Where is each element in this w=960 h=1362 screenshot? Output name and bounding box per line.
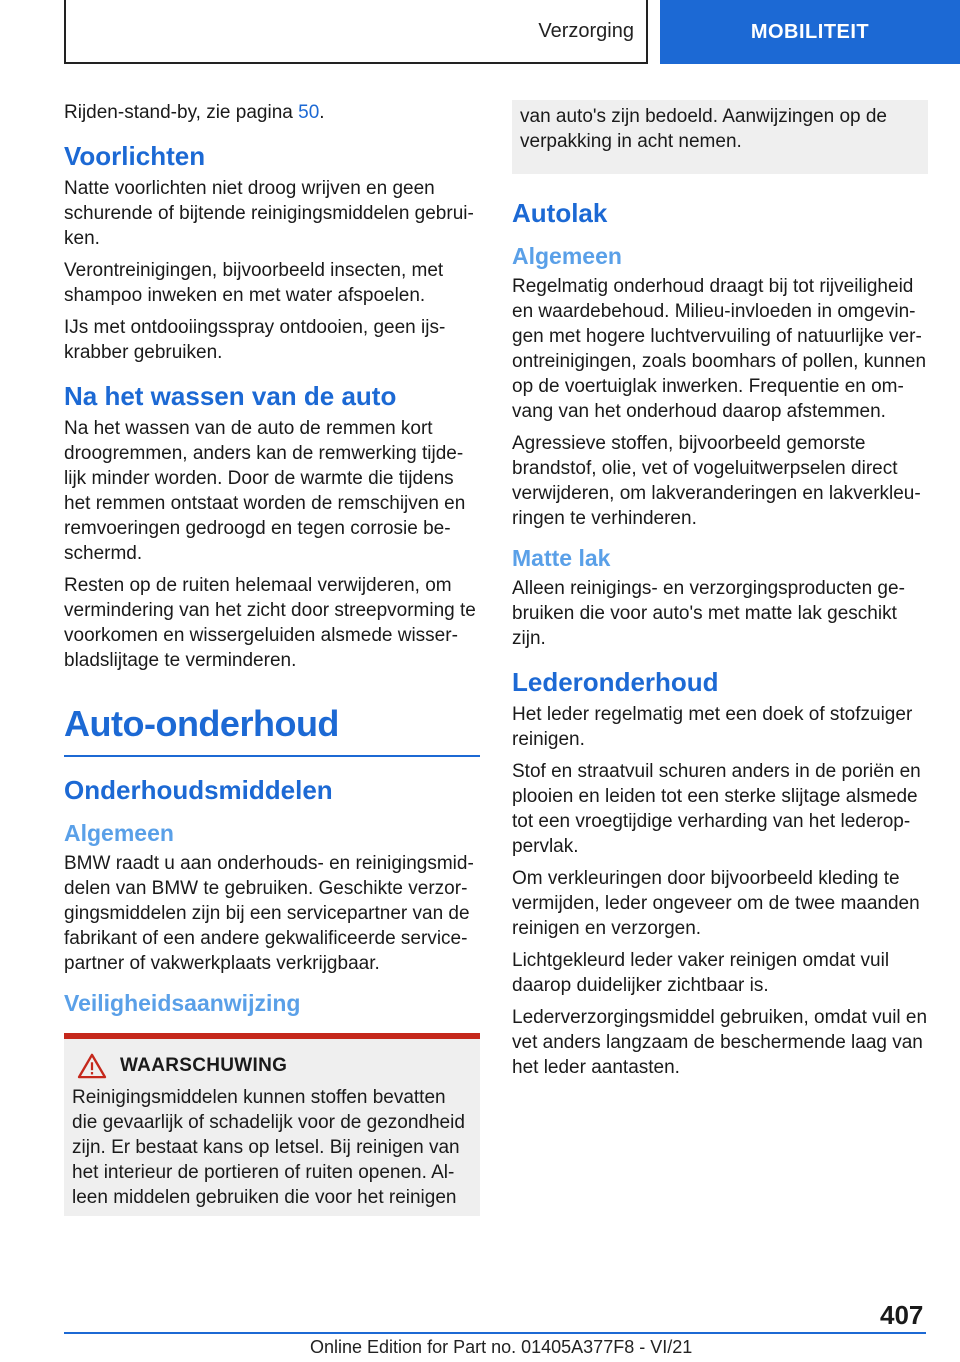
subheading-algemeen: Algemeen	[64, 820, 174, 846]
header-section-title: Verzorging	[538, 19, 634, 42]
warning-box	[64, 1033, 480, 1216]
autolak-p1: Regelmatig onderhoud draagt bij tot rijveiligheid en waardebehoud. Milieu-invloeden in omgevin-gen met hogere luchtvervuiling of natuurlijke ver-ontreinigingen, zoals boomhars of pollen, kunnen op de voertuiglak inwerken. Frequentie en om-vang van het onderhoud daarop afstemmen.	[512, 276, 927, 422]
leder-p4: Lichtgekleurd leder vaker reinigen omdat vuil daarop duidelijker zichtbaar is.	[512, 950, 890, 996]
footer-divider	[64, 1332, 926, 1334]
heading-voorlichten: Voorlichten	[64, 141, 206, 171]
header-chapter-label: MOBILITEIT	[750, 20, 870, 43]
warning-text-continued: van auto's zijn bedoeld. Aanwijzingen op de verpakking in acht nemen.	[520, 106, 888, 152]
heading-onderhoudsmiddelen: Onderhoudsmiddelen	[64, 775, 333, 805]
warning-title: WAARSCHUWING	[120, 1055, 288, 1076]
voorlichten-p2: Verontreinigingen, bijvoorbeeld insecten, met shampoo inweken en met water afspoelen.	[64, 260, 444, 306]
right-column	[512, 100, 928, 1087]
subheading-algemeen-autolak: Algemeen	[512, 243, 622, 269]
onderhoudsmiddelen-p1: BMW raadt u aan onderhouds- en reinigingsmid-delen van BMW te gebruiken. Geschikte verzor-gingsmiddelen zijn bij een servicepartner van de fabrikant of een andere gekwalificeerde service-partner of vakwerkplaats verkrijgbaar.	[64, 853, 474, 974]
leder-p5: Lederverzorgingsmiddel gebruiken, omdat vuil en vet anders langzaam de beschermende laag van het leder aantasten.	[512, 1007, 928, 1078]
page-number: 407	[880, 1300, 924, 1330]
warning-text: Reinigingsmiddelen kunnen stoffen bevatten die gevaarlijk of schadelijk voor de gezondheid zijn. Er bestaat kans op letsel. Bij reinigen van het interieur de portieren of ruiten openen. Al-leen middelen gebruiken die voor het reinigen	[72, 1087, 465, 1208]
heading-autolak: Autolak	[512, 198, 608, 228]
subheading-matte-lak: Matte lak	[512, 545, 611, 571]
leder-p3: Om verkleuringen door bijvoorbeeld kleding te vermijden, leder ongeveer om de twee maanden reinigen en verzorgen.	[512, 868, 920, 939]
header-section-box	[64, 0, 648, 64]
wassen-p2: Resten op de ruiten helemaal verwijderen, om vermindering van het zicht door streepvorming te voorkomen en wissergeluiden alsmede wisser-bladslijtage te verminderen.	[64, 575, 476, 671]
subheading-veiligheidsaanwijzing: Veiligheidsaanwijzing	[64, 990, 301, 1016]
page-link[interactable]: 50	[298, 102, 320, 123]
heading-lederonderhoud: Lederonderhoud	[512, 667, 719, 697]
left-column	[64, 100, 480, 1216]
leder-p1: Het leder regelmatig met een doek of stofzuiger reinigen.	[512, 704, 913, 750]
chapter-title: Auto-onderhoud	[64, 703, 480, 757]
header-chapter-tab[interactable]	[660, 0, 960, 64]
warning-box-continued	[512, 100, 928, 174]
footer-edition: Online Edition for Part no. 01405A377F8 - VI/21	[310, 1337, 693, 1357]
warning-triangle-icon	[76, 1053, 108, 1079]
voorlichten-p1: Natte voorlichten niet droog wrijven en geen schurende of bijtende reinigingsmiddelen gebrui-ken.	[64, 178, 474, 249]
wassen-p1: Na het wassen van de auto de remmen kort droogremmen, anders kan de remwerking tijde-lijk minder worden. Door de warmte die tijdens het remmen ontstaat worden de remschijven en remvoeringen gedroogd en tegen corrosie be-schermd.	[64, 418, 466, 564]
matte-lak-p1: Alleen reinigings- en verzorgingsproducten ge-bruiken die voor auto's met matte lak geschikt zijn.	[512, 578, 905, 649]
autolak-p2: Agressieve stoffen, bijvoorbeeld gemorste brandstof, olie, vet of vogeluitwerpselen direct verwijderen, om lakveranderingen en lakverkleu-ringen te verhinderen.	[512, 433, 921, 529]
warning-header	[72, 1053, 472, 1079]
leder-p2: Stof en straatvuil schuren anders in de poriën en plooien en leiden tot een sterke slijtage alsmede tot een vroegtijdige verharding van het lederop-pervlak.	[512, 761, 921, 857]
intro-paragraph: Rijden-stand-by, zie pagina 50.	[64, 102, 325, 123]
heading-na-het-wassen: Na het wassen van de auto	[64, 381, 397, 411]
voorlichten-p3: IJs met ontdooiingsspray ontdooien, geen ijs-krabber gebruiken.	[64, 317, 446, 363]
